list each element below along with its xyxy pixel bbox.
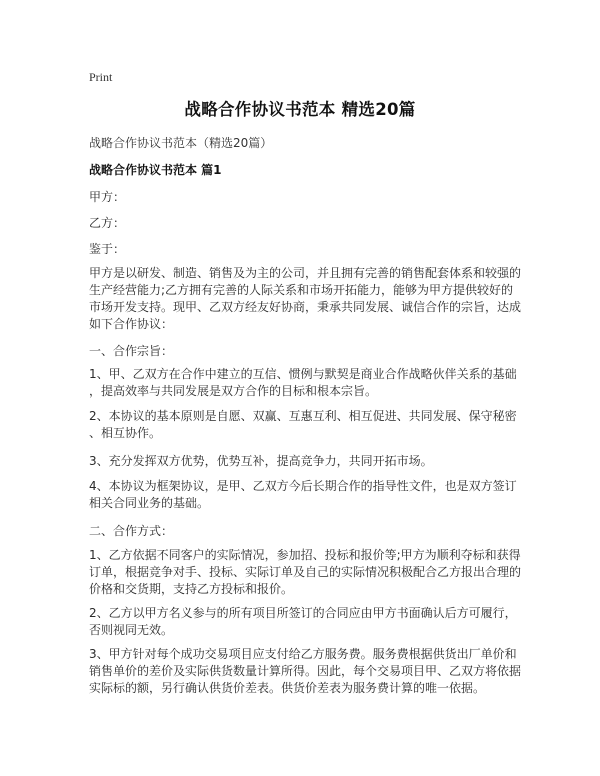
clause-1-4 xyxy=(89,478,519,512)
paragraph-line: 2、本协议的基本原则是自愿、双赢、互惠互利、相互促进、共同发展、保守秘密 xyxy=(89,409,517,423)
paragraph-line: ，提高效率与共同发展是双方合作的目标和根本宗旨。 xyxy=(89,384,378,398)
paragraph-line: 价格和交货期，支持乙方投标和报价。 xyxy=(89,582,294,596)
paragraph-line: 相关合同业务的基础。 xyxy=(89,496,210,510)
clause-2-3 xyxy=(89,646,522,697)
paragraph-line: 甲方是以研发、制造、销售及为主的公司，并且拥有完善的销售配套体系和较强的 xyxy=(89,266,522,280)
paragraph-line: 1、甲、乙双方在合作中建立的互信、惯例与默契是商业合作战略伙伴关系的基础 xyxy=(89,367,517,381)
clause-2-1 xyxy=(89,547,522,598)
paragraph-line: 实际标的额，另行确认供货价差表。供货价差表为服务费计算的唯一依据。 xyxy=(89,681,486,695)
paragraph-line: 否则视同无效。 xyxy=(89,623,174,637)
clause-1-3 xyxy=(89,453,519,470)
paragraph-line: 销售单价的差价及实际供货数量计算所得。因此，每个交易项目甲、乙双方将依据 xyxy=(89,664,522,678)
clause-1-1 xyxy=(89,366,519,400)
paragraph-line: 订单，根据竞争对手、投标、实际订单及自己的实际情况积极配合乙方报出合理的 xyxy=(89,565,522,579)
document-subtitle: 战略合作协议书范本（精选20篇） xyxy=(89,136,273,150)
paragraph-line: 2、乙方以甲方名义参与的所有项目所签订的合同应由甲方书面确认后方可履行， xyxy=(89,606,517,620)
whereas-label: 鉴于： xyxy=(89,242,126,256)
paragraph-line: 市场开发支持。现甲、乙双方经友好协商，秉承共同发展、诚信合作的宗旨，达成 xyxy=(89,300,522,314)
document-title: 战略合作协议书范本 精选20篇 xyxy=(184,100,416,119)
paragraph-line: 、相互协作。 xyxy=(89,426,162,440)
clause-2-2 xyxy=(89,605,519,639)
paragraph-line: 4、本协议为框架协议，是甲、乙双方今后长期合作的指导性文件，也是双方签订 xyxy=(89,479,517,493)
paragraph-line: 3、甲方针对每个成功交易项目应支付给乙方服务费。服务费根据供货出厂单价和 xyxy=(89,647,517,661)
party-b-label: 乙方： xyxy=(89,216,126,230)
print-label: Print xyxy=(89,70,113,84)
paragraph-line: 3、充分发挥双方优势，优势互补，提高竞争力，共同开拓市场。 xyxy=(89,454,433,468)
section-heading: 战略合作协议书范本 篇1 xyxy=(89,163,222,177)
section-2-title: 二、合作方式： xyxy=(89,524,174,538)
paragraph-line: 如下合作协议： xyxy=(89,317,174,331)
paragraph-line: 生产经营能力;乙方拥有完善的人际关系和市场开拓能力，能够为甲方提供较好的 xyxy=(89,283,514,297)
intro-paragraph xyxy=(89,265,522,333)
clause-1-2 xyxy=(89,408,519,442)
section-1-title: 一、合作宗旨： xyxy=(89,344,174,358)
paragraph-line: 1、乙方依据不同客户的实际情况，参加招、投标和报价等;甲方为顺利夺标和获得 xyxy=(89,548,521,562)
party-a-label: 甲方： xyxy=(89,190,126,204)
